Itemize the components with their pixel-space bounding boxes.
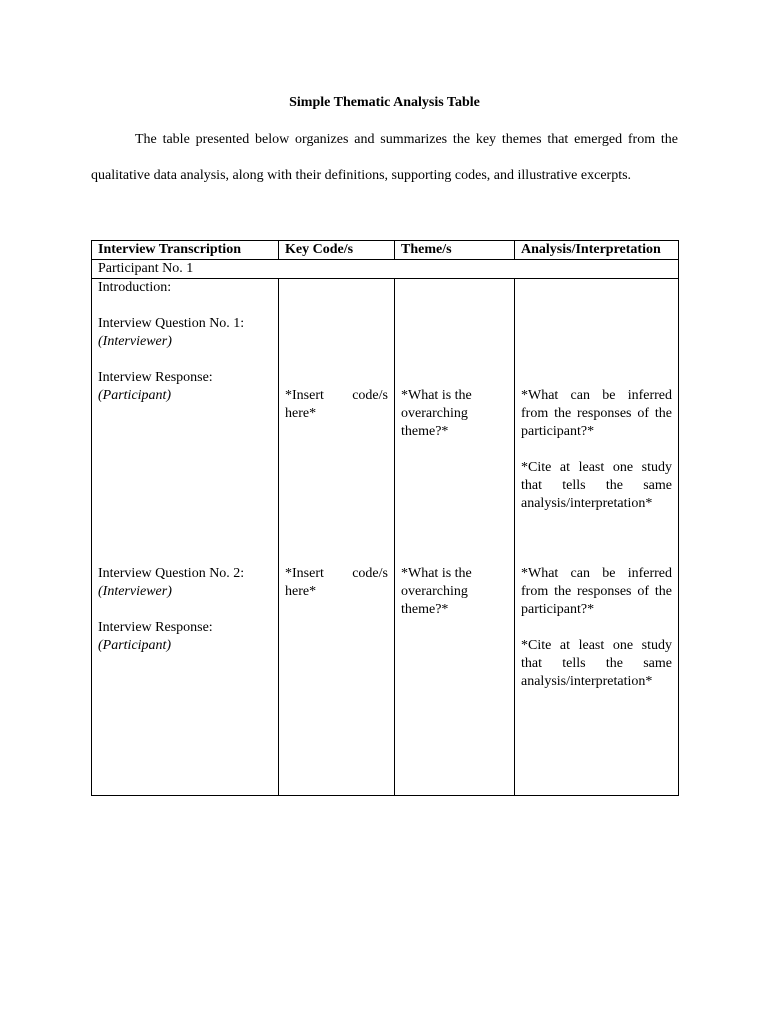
analysis-1-inferred: *What can be inferred from the responses of the participant?* — [521, 388, 672, 439]
response-1-participant: (Participant) — [98, 388, 172, 403]
table-header-row — [92, 241, 679, 260]
spacer — [285, 423, 388, 565]
spacer — [521, 279, 672, 387]
table-row — [92, 279, 679, 796]
header-key-codes: Key Code/s — [279, 241, 395, 260]
participant-label: Participant No. 1 — [92, 260, 679, 279]
spacer — [521, 619, 672, 637]
document-title: Simple Thematic Analysis Table — [289, 95, 480, 110]
theme-1: *What is the overarching theme?* — [401, 388, 472, 439]
spacer — [98, 601, 272, 619]
analysis-cell — [515, 279, 679, 796]
code-2: *Insert code/s here* — [285, 566, 388, 599]
question-2-label: Interview Question No. 2: — [98, 566, 245, 581]
analysis-2-inferred: *What can be inferred from the responses of the participant?* — [521, 566, 672, 617]
spacer — [98, 351, 272, 369]
spacer — [401, 279, 508, 387]
header-themes: Theme/s — [395, 241, 515, 260]
header-analysis-interpretation: Analysis/Interpretation — [515, 241, 679, 260]
spacer — [521, 441, 672, 459]
intro-paragraph: The table presented below organizes and summarizes the key themes that emerged from the qualitative data analysis, along with their definitions, supporting codes, and illustrative excerpts. — [91, 132, 678, 183]
analysis-2-cite: *Cite at least one study that tells the same analysis/interpretation* — [521, 638, 672, 689]
spacer — [285, 279, 388, 387]
transcription-cell — [92, 279, 279, 796]
spacer — [98, 405, 272, 565]
participant-row — [92, 260, 679, 279]
response-2-label: Interview Response: — [98, 620, 213, 635]
spacer — [521, 513, 672, 565]
question-1-label: Interview Question No. 1: — [98, 316, 245, 331]
themes-cell — [395, 279, 515, 796]
response-2-participant: (Participant) — [98, 638, 172, 653]
header-interview-transcription: Interview Transcription — [92, 241, 279, 260]
introduction-label: Introduction: — [98, 280, 172, 295]
question-1-interviewer: (Interviewer) — [98, 334, 172, 349]
key-codes-cell — [279, 279, 395, 796]
analysis-1-cite: *Cite at least one study that tells the same analysis/interpretation* — [521, 460, 672, 511]
theme-2: *What is the overarching theme?* — [401, 566, 472, 617]
thematic-analysis-table — [91, 240, 679, 796]
spacer — [401, 441, 508, 565]
spacer — [98, 297, 272, 315]
question-2-interviewer: (Interviewer) — [98, 584, 172, 599]
response-1-label: Interview Response: — [98, 370, 213, 385]
code-1: *Insert code/s here* — [285, 388, 388, 421]
